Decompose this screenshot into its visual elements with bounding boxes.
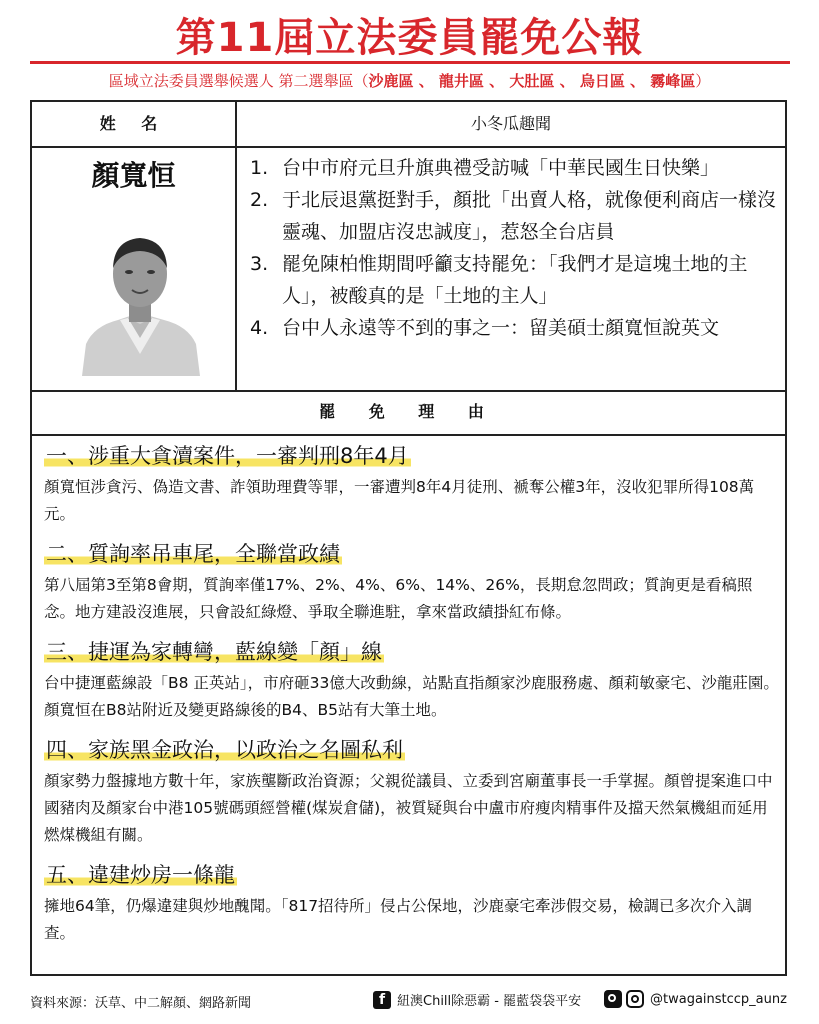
facebook-link[interactable]: [373, 990, 581, 1009]
table-header-row: [32, 102, 785, 148]
reason-item: [44, 859, 779, 947]
title-divider: [30, 61, 790, 64]
reason-title: 三、捷運為家轉彎，藍線變「顏」線: [44, 636, 384, 666]
instagram-icon: [626, 990, 644, 1008]
reason-item: [44, 734, 779, 849]
subtitle-prefix: 區域立法委員選舉候選人 第二選舉區（: [108, 72, 369, 90]
trivia-number: 3.: [250, 253, 269, 275]
trivia-number: 4.: [250, 317, 269, 339]
source-note: 資料來源：沃草、中二解顏、網路新聞: [30, 996, 252, 1011]
candidate-name: 顏寬恒: [91, 159, 176, 192]
footer: [30, 990, 790, 1012]
reason-item: [44, 538, 779, 626]
trivia-item: [250, 184, 780, 248]
trivia-list: [250, 152, 780, 344]
reason-body: 第八屆第3至第8會期，質詢率僅17%、2%、4%、6%、14%、26%，長期怠忽問政；質詢更是看稿照念。地方建設沒進展，只會設紅綠燈、爭取全聯進駐，拿來當政績掛紅布條。: [44, 576, 753, 621]
trivia-number: 1.: [250, 157, 269, 179]
social-handle: @twagainstccp_aunz: [650, 991, 787, 1007]
page-title: 第11屆立法委員罷免公報: [175, 15, 644, 61]
reason-title: 二、質詢率吊車尾，全聯當政績: [44, 538, 342, 568]
reason-body: 顏家勢力盤據地方數十年，家族壟斷政治資源；父親從議員、立委到宮廟董事長一手掌握。顏曾提案進口中國豬肉及顏家台中港105號碼頭經營權(煤炭倉儲)，被質疑與台中盧市府瘦肉精事件及擋天然氣機組而延用燃煤機組有關。: [44, 772, 773, 844]
reason-body: 顏寬恒涉貪污、偽造文書、詐領助理費等罪，一審遭判8年4月徒刑、褫奪公權3年，沒收犯罪所得108萬元。: [44, 478, 755, 523]
subtitle-suffix: ）: [695, 72, 711, 90]
trivia-number: 2.: [250, 189, 269, 211]
social-link[interactable]: [604, 990, 787, 1008]
reason-title: 一、涉重大貪瀆案件，一審判刑8年4月: [44, 440, 411, 470]
trivia-text: 于北辰退黨挺對手，顏批「出賣人格，就像便利商店一樣沒靈魂、加盟店沒忠誠度」，惹怒全台店員: [282, 189, 777, 243]
trivia-text: 台中市府元旦升旗典禮受訪喊「中華民國生日快樂」: [282, 157, 720, 179]
subtitle-districts: 沙鹿區 、 龍井區 、 大肚區 、 烏日區 、 霧峰區: [368, 72, 696, 90]
reason-body: 台中捷運藍線設「B8 正英站」，市府砸33億大改動線，站點直指顏家沙鹿服務處、顏莉敏豪宅、沙龍莊園。顏寬恒在B8站附近及變更路線後的B4、B5站有大筆土地。: [44, 674, 779, 719]
reason-item: [44, 636, 779, 724]
trivia-text: 罷免陳柏惟期間呼籲支持罷免：「我們才是這塊土地的主人」，被酸真的是「土地的主人」: [282, 253, 748, 307]
reason-list: [44, 440, 779, 957]
reason-body: 擁地64筆，仍爆違建與炒地醜聞。「817招待所」侵占公保地，沙鹿豪宅牽涉假交易，檢調已多次介入調查。: [44, 897, 753, 942]
trivia-item: [250, 152, 780, 184]
trivia-header: 小冬瓜趣聞: [470, 114, 551, 133]
info-table: [30, 100, 787, 976]
subtitle: [0, 70, 819, 91]
reason-item: [44, 440, 779, 528]
candidate-photo: [80, 226, 200, 376]
threads-icon: [604, 990, 622, 1008]
facebook-page-name: 紐澳Chill除惡霸 - 罷藍袋袋平安: [397, 994, 582, 1009]
candidate-cell: [32, 146, 237, 390]
reason-title: 五、違建炒房一條龍: [44, 859, 237, 889]
facebook-icon: f: [373, 991, 391, 1009]
trivia-item: [250, 312, 780, 344]
reason-header: 罷 免 理 由: [32, 390, 785, 436]
name-header: 姓 名: [32, 102, 237, 146]
reason-title: 四、家族黑金政治，以政治之名圖私利: [44, 734, 405, 764]
trivia-text: 台中人永遠等不到的事之一：留美碩士顏寬恒說英文: [282, 317, 720, 339]
trivia-item: [250, 248, 780, 312]
